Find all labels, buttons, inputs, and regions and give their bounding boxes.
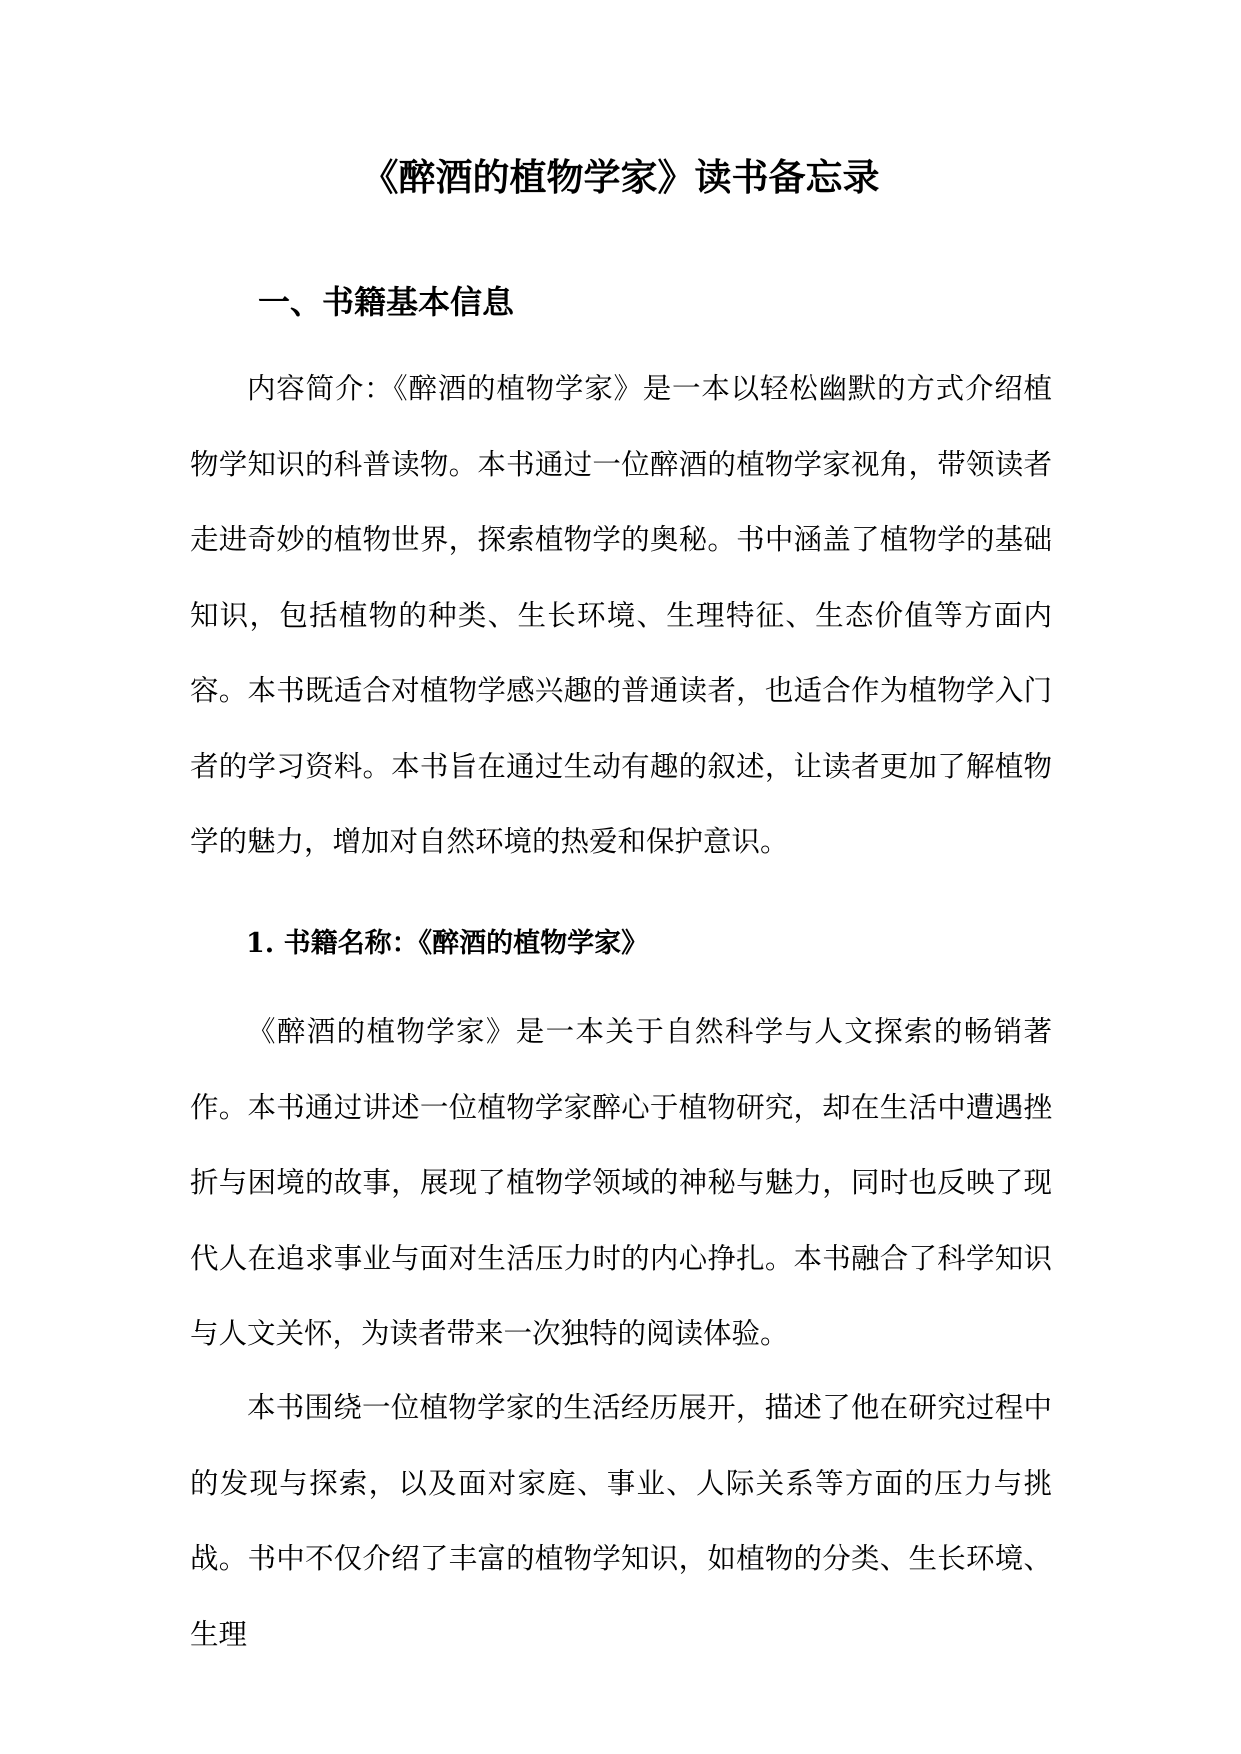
intro-paragraph: 内容简介：《醉酒的植物学家》是一本以轻松幽默的方式介绍植物学知识的科普读物。本书通过一位醉酒的植物学家视角，带领读者走进奇妙的植物世界，探索植物学的奥秘。书中涵盖了植物学的基础知识，包括植物的种类、生长环境、生理特征、生态价值等方面内容。本书既适合对植物学感兴趣的普通读者，也适合作为植物学入门者的学习资料。本书旨在通过生动有趣的叙述，让读者更加了解植物学的魅力，增加对自然环境的热爱和保护意识。 xyxy=(190,372,1052,858)
book-description-paragraph: 《醉酒的植物学家》是一本关于自然科学与人文探索的畅销著作。本书通过讲述一位植物学家醉心于植物研究，却在生活中遭遇挫折与困境的故事，展现了植物学领域的神秘与魅力，同时也反映了现代人在追求事业与面对生活压力时的内心挣扎。本书融合了科学知识与人文关怀，为读者带来一次独特的阅读体验。 xyxy=(190,1015,1052,1350)
document-title: 《醉酒的植物学家》读书备忘录 xyxy=(361,155,880,199)
book-name-heading: 1. 书籍名称：《醉酒的植物学家》 xyxy=(246,928,649,959)
section-heading-basic-info: 一、书籍基本信息 xyxy=(258,283,515,321)
book-content-paragraph: 本书围绕一位植物学家的生活经历展开，描述了他在研究过程中的发现与探索，以及面对家庭、事业、人际关系等方面的压力与挑战。书中不仅介绍了丰富的植物学知识，如植物的分类、生长环境、生理 xyxy=(190,1391,1052,1651)
